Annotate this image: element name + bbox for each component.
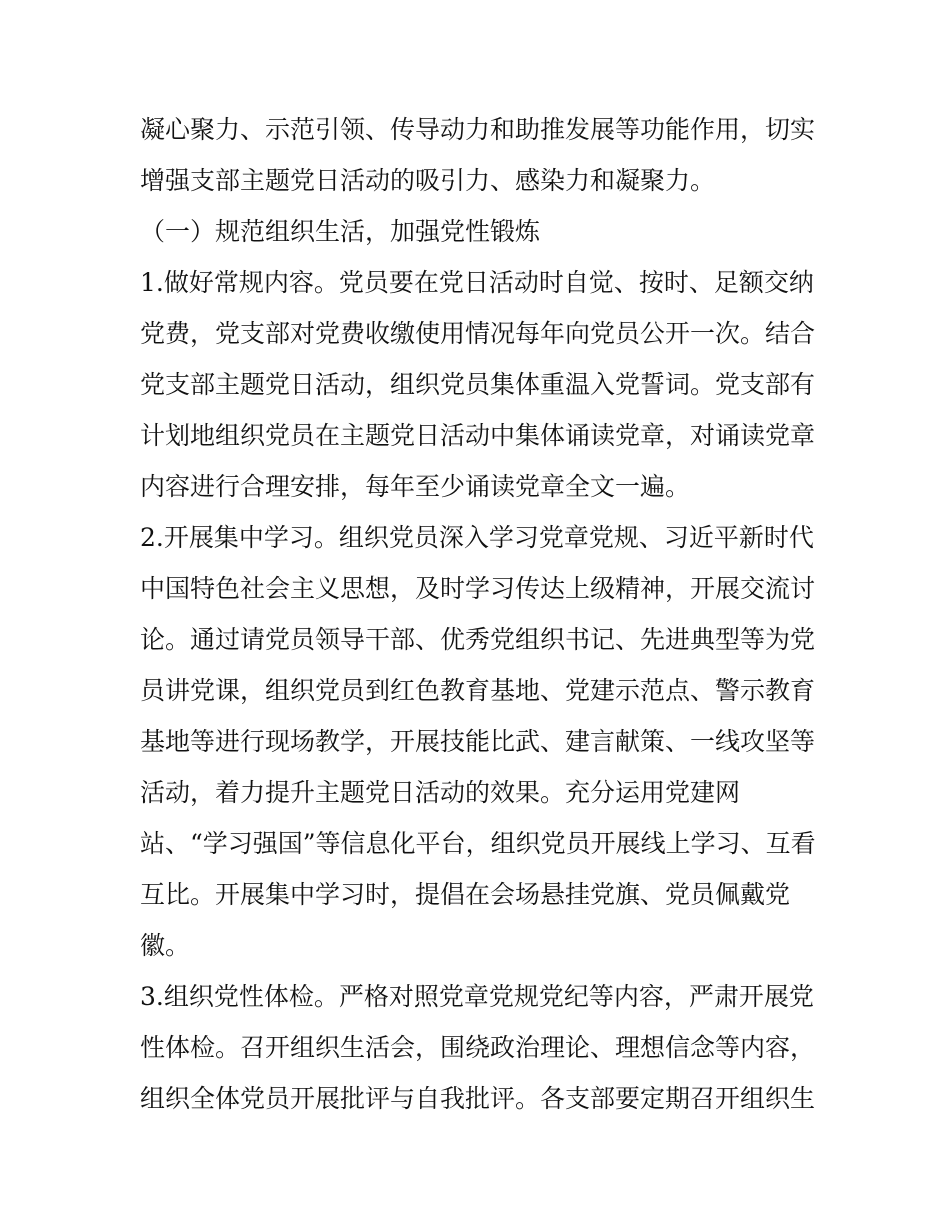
text-line: 内容进行合理安排，每年至少诵读党章全文一遍。: [140, 472, 691, 501]
text-line: 基地等进行现场教学，开展技能比武、建言献策、一线攻坚等: [140, 727, 816, 756]
section-heading: （一）规范组织生活，加强党性锻炼: [140, 217, 541, 246]
text-line: 互比。开展集中学习时，提倡在会场悬挂党旗、党员佩戴党: [140, 880, 791, 909]
text-line: 徽。: [140, 931, 191, 960]
text-line: 党支部主题党日活动，组织党员集体重温入党誓词。党支部有: [140, 370, 816, 399]
text-line: 组织全体党员开展批评与自我批评。各支部要定期召开组织生: [140, 1084, 816, 1113]
text-line: 凝心聚力、示范引领、传导动力和助推发展等功能作用，切实: [140, 115, 816, 144]
text-line: 性体检。召开组织生活会，围绕政治理论、理想信念等内容，: [140, 1033, 816, 1062]
text-line: 活动，着力提升主题党日活动的效果。充分运用党建网: [140, 778, 741, 807]
text-line: 1.做好常规内容。党员要在党日活动时自觉、按时、足额交纳: [140, 268, 814, 297]
text-line: 论。通过请党员领导干部、优秀党组织书记、先进典型等为党: [140, 625, 816, 654]
document-body: [140, 104, 820, 1124]
text-line: 计划地组织党员在主题党日活动中集体诵读党章，对诵读党章: [140, 421, 816, 450]
text-line: 3.组织党性体检。严格对照党章党规党纪等内容，严肃开展党: [140, 982, 814, 1011]
text-line: 党费，党支部对党费收缴使用情况每年向党员公开一次。结合: [140, 319, 816, 348]
text-line: 中国特色社会主义思想，及时学习传达上级精神，开展交流讨: [140, 574, 816, 603]
text-line: 增强支部主题党日活动的吸引力、感染力和凝聚力。: [140, 166, 716, 195]
text-line: 员讲党课，组织党员到红色教育基地、党建示范点、警示教育: [140, 676, 816, 705]
text-line: 2.开展集中学习。组织党员深入学习党章党规、习近平新时代: [140, 523, 814, 552]
text-line: 站、“学习强国”等信息化平台，组织党员开展线上学习、互看: [140, 829, 816, 858]
